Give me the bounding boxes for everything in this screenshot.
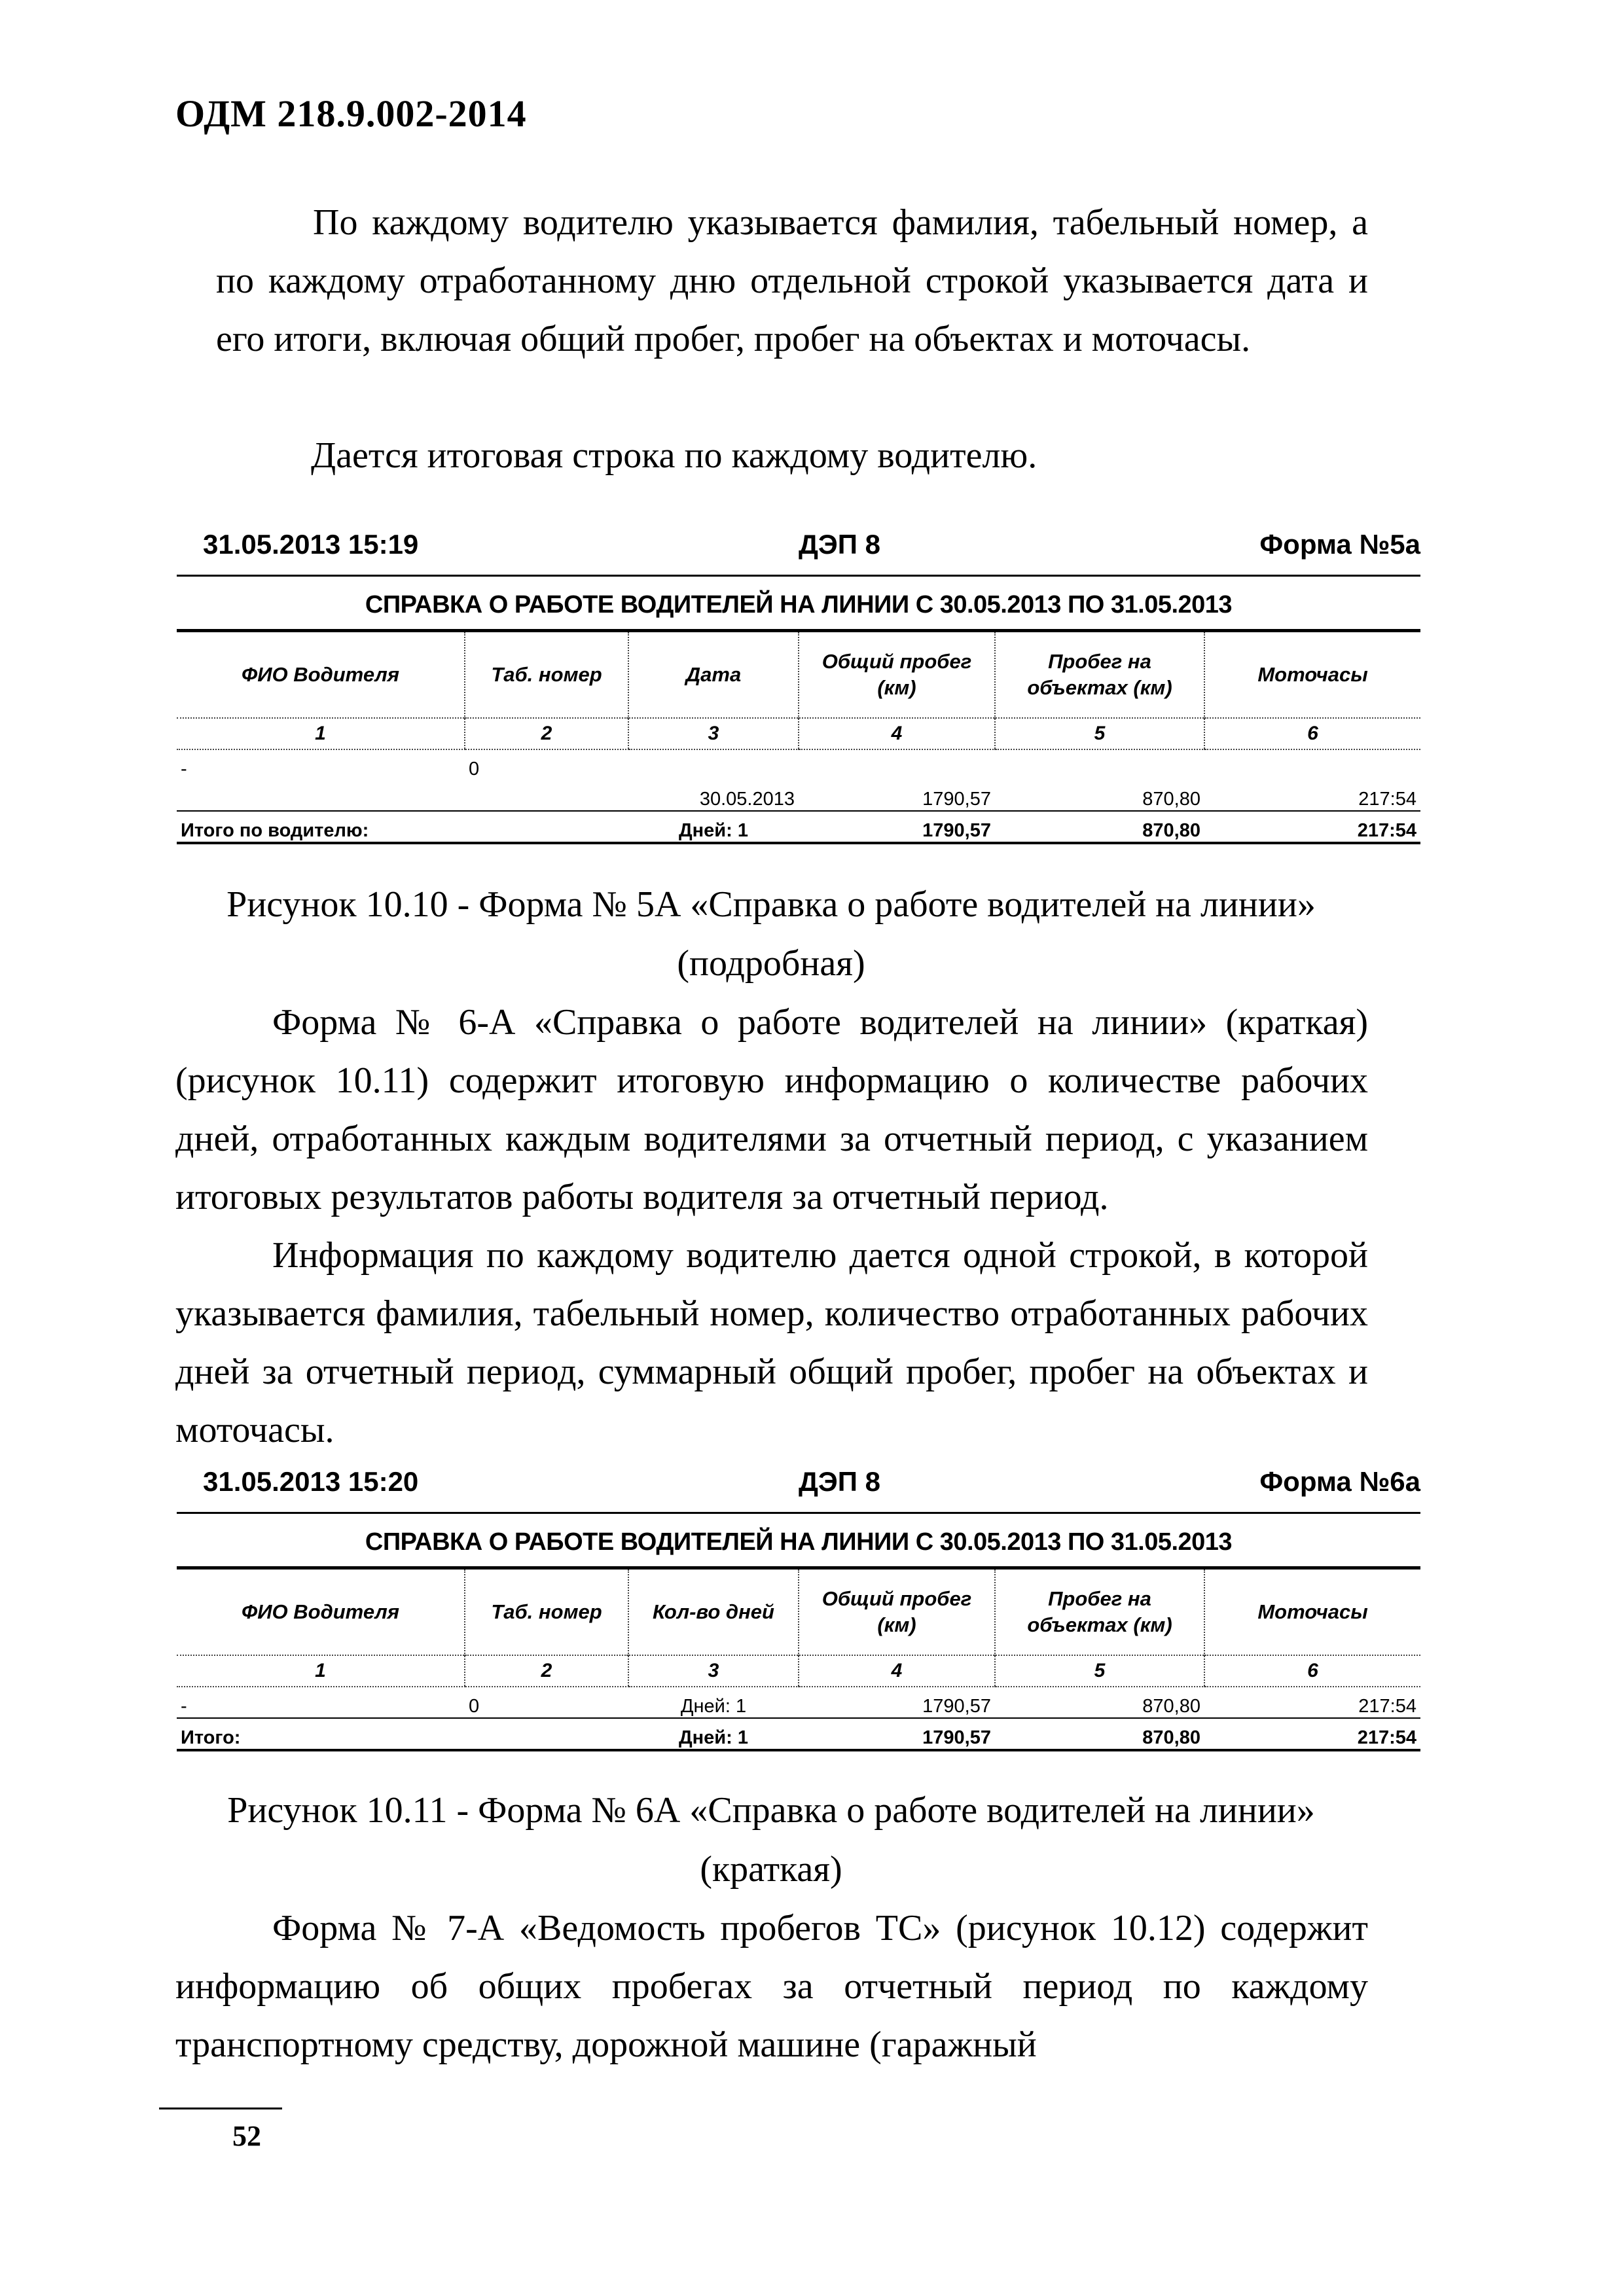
col-number: 2 [465,718,628,749]
col-header: ФИО Водителя [242,1600,399,1623]
table-row [177,749,1420,780]
total-days: Дней: 1 [628,1718,799,1750]
figure-caption-10-10: Рисунок 10.10 - Форма № 5А «Справка о работе водителей на линии» [226,884,1316,925]
driver-object-km: 870,80 [1142,1696,1200,1717]
form-6a [177,1466,1420,1751]
total-km: 1790,57 [799,811,995,843]
paragraph-form-6a: Форма № 6-А «Справка о работе водителей на линии» (краткая) (рисунок 10.11) содержит итоговую информацию о количестве рабочих дней, отработанных каждым водителями за отчетный период, с указанием итоговых результатов работы водителя за отчетный период. [175,1002,1368,1217]
col-number: 1 [177,1655,465,1687]
total-moto: 217:54 [1204,1718,1420,1750]
driver-moto: 217:54 [1358,1696,1416,1717]
form-6a-datetime: 31.05.2013 15:20 [203,1466,419,1497]
column-number-row [177,718,1420,749]
col-header: Моточасы [1204,1570,1420,1655]
column-number-row [177,1655,1420,1687]
total-row [177,1718,1420,1750]
col-number: 3 [628,1655,799,1687]
col-header: Пробег на объектах (км) [995,632,1204,718]
col-number: 5 [995,1655,1204,1687]
col-header: Таб. номер [465,632,628,718]
figure-caption-10-11-sub: (краткая) [700,1849,842,1890]
col-number: 2 [465,1655,628,1687]
driver-tab: 0 [469,759,480,780]
form-6a-header [177,1466,1420,1505]
col-number: 4 [799,1655,995,1687]
col-header: Таб. номер [465,1570,628,1655]
driver-days: Дней: 1 [680,1696,747,1717]
table-header-row [177,1570,1420,1655]
form-6a-org: ДЭП 8 [799,1466,881,1497]
total-moto: 217:54 [1204,811,1420,843]
day-moto: 217:54 [1358,789,1416,810]
total-object-km: 870,80 [995,1718,1204,1750]
form-6a-table [177,1570,1420,1751]
col-header: Моточасы [1204,632,1420,718]
day-date: 30.05.2013 [699,789,795,810]
col-header: ФИО Водителя [242,663,399,686]
driver-name: - [181,1696,187,1717]
table-row [177,1687,1420,1718]
col-number: 5 [995,718,1204,749]
col-header: Дата [628,632,799,718]
total-object-km: 870,80 [995,811,1204,843]
form-6a-title: СПРАВКА О РАБОТЕ ВОДИТЕЛЕЙ НА ЛИНИИ С 30.05.2013 ПО 31.05.2013 [365,1528,1233,1556]
total-km: 1790,57 [799,1718,995,1750]
form-5a-title: СПРАВКА О РАБОТЕ ВОДИТЕЛЕЙ НА ЛИНИИ С 30.05.2013 ПО 31.05.2013 [365,591,1233,619]
total-days: Дней: 1 [628,811,799,843]
total-label: Итого по водителю: [177,811,628,843]
footer-rule [159,2108,282,2109]
document-code: ОДМ 218.9.002-2014 [175,92,527,135]
paragraph-driver-details: По каждому водителю указывается фамилия, табельный номер, а по каждому отработанному дню отдельной строкой указывается дата и его итоги, включая общий пробег, пробег на объектах и моточасы. [216,202,1368,359]
form-5a-header [177,529,1420,568]
col-header: Общий пробег (км) [799,632,995,718]
form-5a-number: Форма №5а [1259,529,1420,560]
total-label: Итого: [177,1718,628,1750]
paragraph-form-7a: Форма № 7-А «Ведомость пробегов ТС» (рисунок 10.12) содержит информацию об общих пробегах за отчетный период по каждому транспортному средству, дорожной машине (гаражный [175,1908,1368,2065]
form-5a-table [177,632,1420,844]
col-header: Пробег на объектах (км) [995,1570,1204,1655]
driver-total-km: 1790,57 [922,1696,991,1717]
paragraph-total-line: Дается итоговая строка по каждому водителю. [311,435,1038,476]
figure-caption-10-11: Рисунок 10.11 - Форма № 6А «Справка о работе водителей на линии» [227,1790,1315,1831]
col-header: Общий пробег (км) [799,1570,995,1655]
driver-name: - [181,759,187,780]
form-5a-datetime: 31.05.2013 15:19 [203,529,419,560]
col-number: 1 [177,718,465,749]
col-number: 6 [1204,718,1420,749]
driver-tab: 0 [469,1696,480,1717]
table-header-row [177,632,1420,718]
paragraph-driver-line: Информация по каждому водителю дается одной строкой, в которой указывается фамилия, табельный номер, количество отработанных рабочих дней за отчетный период, суммарный общий пробег, пробег на объектах и моточасы. [175,1235,1368,1450]
col-number: 4 [799,718,995,749]
form-5a [177,529,1420,844]
form-6a-number: Форма №6а [1259,1466,1420,1497]
form-5a-org: ДЭП 8 [799,529,881,560]
col-header: Кол-во дней [628,1570,799,1655]
total-row [177,811,1420,843]
day-object-km: 870,80 [1142,789,1200,810]
day-total-km: 1790,57 [922,789,991,810]
table-row [177,780,1420,811]
figure-caption-10-10-sub: (подробная) [677,943,865,984]
page-number: 52 [232,2120,261,2152]
col-number: 6 [1204,1655,1420,1687]
col-number: 3 [628,718,799,749]
